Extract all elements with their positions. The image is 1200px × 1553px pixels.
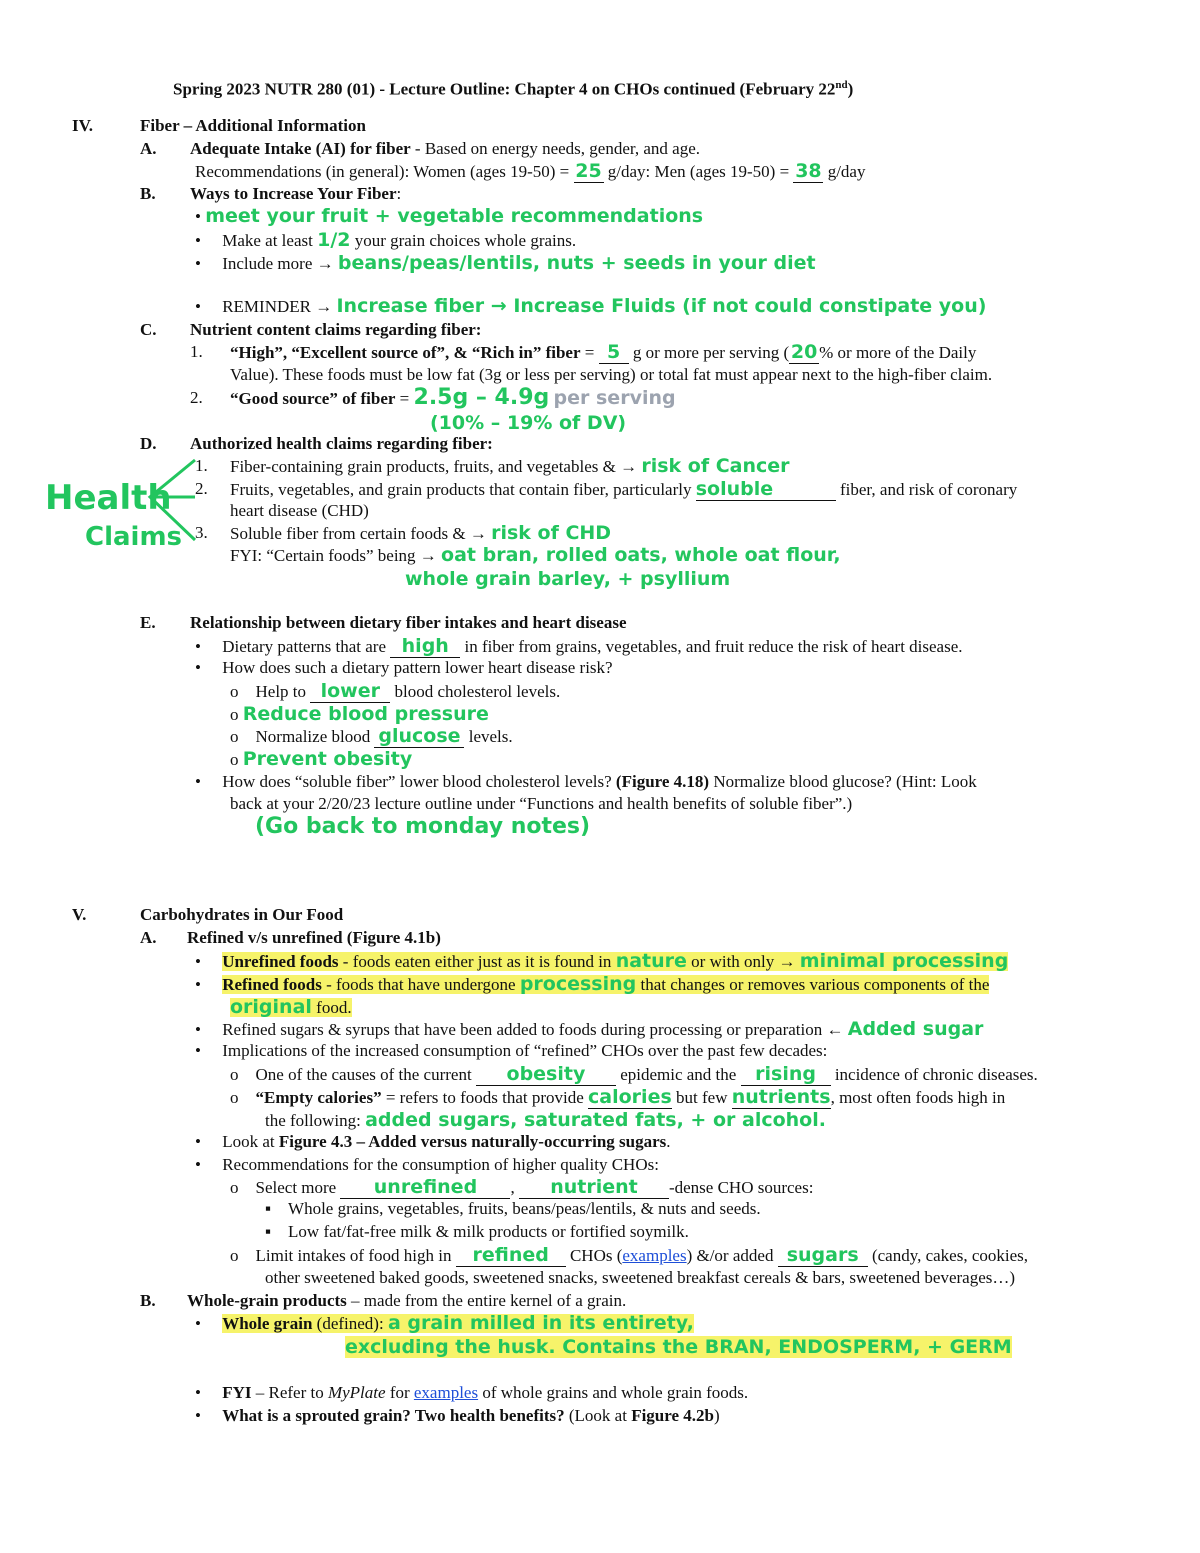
claim-good-dv: (10% – 19% of DV) (430, 412, 627, 434)
bullet-item: • Dietary patterns that are high in fiber from grains, vegetables, and fruit reduce the risk of heart disease. (195, 635, 963, 657)
bullet-item: • Whole grain (defined): a grain milled in its entirety, (195, 1312, 694, 1334)
item-letter: A. (140, 928, 157, 947)
bullet-item: • How does “soluble fiber” lower blood cholesterol levels? (Figure 4.18) Normalize blood glucose? (Hint: Look (195, 772, 977, 791)
refined-heading: Refined v/s unrefined (Figure 4.1b) (187, 928, 441, 947)
sub-item-cont: the following: added sugars, saturated fats, + or alcohol. (265, 1109, 826, 1131)
page-title: Spring 2023 NUTR 280 (01) - Lecture Outline: Chapter 4 on CHOs continued (February 22nd) (173, 79, 854, 99)
bullet-item: • Include more → beans/peas/lentils, nuts + seeds in your diet (195, 252, 816, 274)
bullet-item: • REMINDER → Increase fiber → Increase Fluids (if not could constipate you) (195, 295, 987, 317)
square-item: ▪ Low fat/fat-free milk & milk products or fortified soymilk. (265, 1222, 689, 1241)
item-letter: C. (140, 320, 157, 339)
section-number: V. (72, 905, 87, 924)
bullet-item: • Recommendations for the consumption of higher quality CHOs: (195, 1155, 659, 1174)
bullet-cont: back at your 2/20/23 lecture outline under “Functions and health benefits of soluble fiber”.) (230, 794, 853, 813)
item-number: 2. (190, 388, 203, 407)
bullet-item: • Refined foods - foods that have undergone processing that changes or removes various components of the (195, 973, 990, 995)
item-number: 3. (195, 523, 208, 542)
sub-item: o Help to lower blood cholesterol levels. (230, 680, 561, 702)
claim-3: Soluble fiber from certain foods & → risk of CHD (230, 522, 612, 544)
claim-2: Fruits, vegetables, and grain products that contain fiber, particularly soluble fiber, and risk of coronary (230, 478, 1018, 500)
bullet-item: • meet your fruit + vegetable recommendations (195, 205, 704, 227)
item-number: 1. (190, 342, 203, 361)
bullet-item: • Unrefined foods - foods eaten either just as it is found in nature or with only → minimal processing (195, 950, 1009, 972)
examples-link[interactable]: examples (622, 1246, 687, 1265)
bullet-item: • FYI – Refer to MyPlate for examples of whole grains and whole grain foods. (195, 1383, 749, 1402)
margin-note-health: Health (45, 478, 172, 518)
sub-item-cont: other sweetened baked goods, sweetened snacks, sweetened breakfast cereals & bars, sweetened beverages…) (265, 1268, 1016, 1287)
fyi-certain-foods-cont: whole grain barley, + psyllium (405, 568, 731, 590)
bullet-cont: original food. (230, 996, 352, 1018)
health-claims-heading: Authorized health claims regarding fiber: (190, 434, 493, 453)
bullet-cont: excluding the husk. Contains the BRAN, ENDOSPERM, + GERM (345, 1336, 1012, 1358)
item-number: 2. (195, 479, 208, 498)
ways-heading: Ways to Increase Your Fiber: (190, 184, 402, 203)
claim-good: “Good source” of fiber = 2.5g – 4.9g per serving (230, 385, 676, 410)
item-letter: A. (140, 139, 157, 158)
sub-item: o Limit intakes of food high in refined CHOs (examples) &/or added sugars (candy, cakes, cookies, (230, 1244, 1029, 1266)
ai-recommendation: Recommendations (in general): Women (ages 19-50) = 25 g/day: Men (ages 19-50) = 38 g/day (195, 160, 866, 182)
item-letter: B. (140, 184, 156, 203)
fyi-certain-foods: FYI: “Certain foods” being → oat bran, rolled oats, whole oat flour, (230, 544, 841, 566)
bullet-item: • Refined sugars & syrups that have been added to foods during processing or preparation ← Added sugar (195, 1018, 984, 1040)
bullet-item: • How does such a dietary pattern lower heart disease risk? (195, 658, 613, 677)
section-heading: Carbohydrates in Our Food (140, 905, 344, 924)
margin-note-claims: Claims (85, 522, 183, 552)
item-letter: D. (140, 434, 157, 453)
sub-item: o “Empty calories” = refers to foods that provide calories but few nutrients, most often foods high in (230, 1086, 1006, 1108)
bullet-item: • Make at least 1/2 your grain choices whole grains. (195, 229, 577, 251)
item-letter: E. (140, 613, 156, 632)
section-heading: Fiber – Additional Information (140, 116, 366, 135)
sub-item: o Normalize blood glucose levels. (230, 725, 513, 747)
claim-high: “High”, “Excellent source of”, & “Rich in” fiber = 5 g or more per serving (20 % or more of the Daily (230, 341, 977, 363)
claim-2-cont: heart disease (CHD) (230, 501, 369, 520)
handwritten-note: (Go back to monday notes) (255, 814, 591, 839)
sub-item: o Prevent obesity (230, 748, 413, 770)
relationship-heading: Relationship between dietary fiber intakes and heart disease (190, 613, 627, 632)
bullet-item: • Look at Figure 4.3 – Added versus naturally-occurring sugars. (195, 1132, 671, 1151)
item-number: 1. (195, 456, 208, 475)
bullet-item: • What is a sprouted grain? Two health benefits? (Look at Figure 4.2b) (195, 1406, 720, 1425)
square-item: ▪ Whole grains, vegetables, fruits, beans/peas/lentils, & nuts and seeds. (265, 1199, 761, 1218)
bracket-arrow-icon (140, 455, 200, 550)
claim-1: Fiber-containing grain products, fruits, and vegetables & → risk of Cancer (230, 455, 790, 477)
bullet-item: • Implications of the increased consumption of “refined” CHOs over the past few decades: (195, 1041, 828, 1060)
item-letter: B. (140, 1291, 156, 1310)
sub-item: o Reduce blood pressure (230, 703, 489, 725)
claims-heading: Nutrient content claims regarding fiber: (190, 320, 482, 339)
examples-link[interactable]: examples (413, 1383, 479, 1402)
sub-item: o Select more unrefined , nutrient -dense CHO sources: (230, 1176, 814, 1198)
section-number: IV. (72, 116, 93, 135)
claim-high-cont: Value). These foods must be low fat (3g or less per serving) or total fat must appear next to the high-fiber claim. (230, 365, 993, 384)
whole-grain-heading: Whole-grain products – made from the entire kernel of a grain. (187, 1291, 627, 1310)
sub-item: o One of the causes of the current obesity epidemic and the rising incidence of chronic diseases. (230, 1063, 1038, 1085)
ai-line: Adequate Intake (AI) for fiber - Based on energy needs, gender, and age. (190, 139, 700, 158)
